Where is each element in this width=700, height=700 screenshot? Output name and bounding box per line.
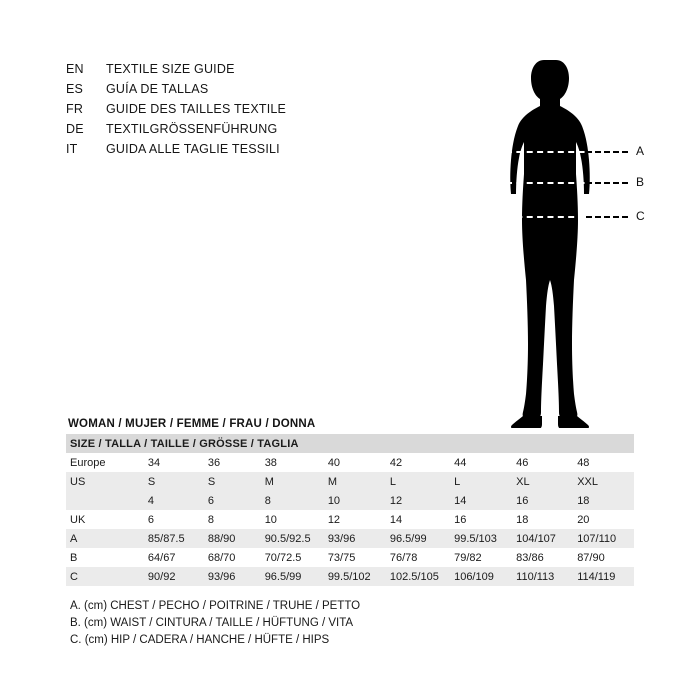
- table-row: [66, 510, 634, 529]
- cell: 34: [144, 453, 204, 472]
- size-table: [66, 434, 634, 586]
- row-label: Europe: [66, 453, 144, 472]
- measure-label-a: A: [636, 144, 645, 158]
- cell: 64/67: [144, 548, 204, 567]
- cell: 90.5/92.5: [261, 529, 324, 548]
- cell: M: [261, 472, 324, 491]
- language-code: DE: [66, 122, 84, 136]
- cell: 12: [386, 491, 450, 510]
- row-label: C: [66, 567, 144, 586]
- cell: 38: [261, 453, 324, 472]
- language-title: GUIDE DES TAILLES TEXTILE: [106, 102, 287, 116]
- cell: 90/92: [144, 567, 204, 586]
- table-header-label: SIZE / TALLA / TAILLE / GRÖSSE / TAGLIA: [66, 434, 634, 453]
- legend: [70, 598, 360, 649]
- cell: 16: [512, 491, 573, 510]
- cell: 40: [324, 453, 386, 472]
- cell: 10: [261, 510, 324, 529]
- table-row: [66, 548, 634, 567]
- cell: 76/78: [386, 548, 450, 567]
- row-label: UK: [66, 510, 144, 529]
- cell: 8: [204, 510, 261, 529]
- language-row: [66, 102, 396, 122]
- cell: 79/82: [450, 548, 512, 567]
- size-table-wrap: [66, 416, 634, 586]
- row-label: A: [66, 529, 144, 548]
- cell: 18: [573, 491, 634, 510]
- language-code: EN: [66, 62, 84, 76]
- cell: S: [204, 472, 261, 491]
- table-header-row: [66, 434, 634, 453]
- measure-line-b-extension: [586, 182, 628, 185]
- cell: 14: [386, 510, 450, 529]
- table-row: [66, 453, 634, 472]
- table-row: [66, 529, 634, 548]
- cell: 88/90: [204, 529, 261, 548]
- cell: 68/70: [204, 548, 261, 567]
- cell: 106/109: [450, 567, 512, 586]
- language-row: [66, 82, 396, 102]
- woman-body-silhouette-icon: [460, 48, 650, 428]
- cell: 107/110: [573, 529, 634, 548]
- cell: M: [324, 472, 386, 491]
- language-row: [66, 142, 396, 162]
- cell: 104/107: [512, 529, 573, 548]
- cell: 44: [450, 453, 512, 472]
- cell: XXL: [573, 472, 634, 491]
- language-row: [66, 122, 396, 142]
- cell: 102.5/105: [386, 567, 450, 586]
- cell: 46: [512, 453, 573, 472]
- cell: 48: [573, 453, 634, 472]
- table-row: [66, 567, 634, 586]
- language-title: GUIDA ALLE TAGLIE TESSILI: [106, 142, 280, 156]
- cell: 16: [450, 510, 512, 529]
- cell: L: [450, 472, 512, 491]
- row-label: B: [66, 548, 144, 567]
- cell: 93/96: [204, 567, 261, 586]
- row-label: [66, 491, 144, 510]
- measure-label-b: B: [636, 175, 645, 189]
- cell: 70/72.5: [261, 548, 324, 567]
- cell: 18: [512, 510, 573, 529]
- cell: 93/96: [324, 529, 386, 548]
- cell: 87/90: [573, 548, 634, 567]
- cell: 4: [144, 491, 204, 510]
- table-row: [66, 472, 634, 491]
- measure-label-c: C: [636, 209, 646, 223]
- language-row: [66, 62, 396, 82]
- row-label: US: [66, 472, 144, 491]
- cell: 114/119: [573, 567, 634, 586]
- language-code: IT: [66, 142, 78, 156]
- cell: 99.5/102: [324, 567, 386, 586]
- table-group-title: WOMAN / MUJER / FEMME / FRAU / DONNA: [68, 418, 316, 430]
- cell: 96.5/99: [261, 567, 324, 586]
- cell: 110/113: [512, 567, 573, 586]
- legend-item-waist: B. (cm) WAIST / CINTURA / TAILLE / HÜFTUNG / VITA: [70, 617, 354, 629]
- cell: XL: [512, 472, 573, 491]
- language-title: TEXTILGRÖSSENFÜHRUNG: [106, 122, 278, 136]
- language-title: GUÍA DE TALLAS: [106, 82, 209, 96]
- legend-item-chest: A. (cm) CHEST / PECHO / POITRINE / TRUHE / PETTO: [70, 600, 361, 612]
- cell: 6: [204, 491, 261, 510]
- cell: 12: [324, 510, 386, 529]
- cell: 20: [573, 510, 634, 529]
- language-code: ES: [66, 82, 84, 96]
- table-row: [66, 491, 634, 510]
- cell: 83/86: [512, 548, 573, 567]
- cell: 8: [261, 491, 324, 510]
- cell: 10: [324, 491, 386, 510]
- cell: 85/87.5: [144, 529, 204, 548]
- figure-area: [440, 48, 670, 428]
- language-title: TEXTILE SIZE GUIDE: [106, 62, 235, 76]
- cell: 36: [204, 453, 261, 472]
- cell: 14: [450, 491, 512, 510]
- cell: 96.5/99: [386, 529, 450, 548]
- measure-line-c-extension: [586, 216, 628, 219]
- measure-line-a-extension: [586, 151, 628, 154]
- legend-item-hip: C. (cm) HIP / CADERA / HANCHE / HÜFTE / HIPS: [70, 634, 330, 646]
- cell: 99.5/103: [450, 529, 512, 548]
- cell: 73/75: [324, 548, 386, 567]
- cell: 6: [144, 510, 204, 529]
- cell: L: [386, 472, 450, 491]
- language-code: FR: [66, 102, 84, 116]
- cell: S: [144, 472, 204, 491]
- cell: 42: [386, 453, 450, 472]
- language-title-block: [66, 62, 396, 162]
